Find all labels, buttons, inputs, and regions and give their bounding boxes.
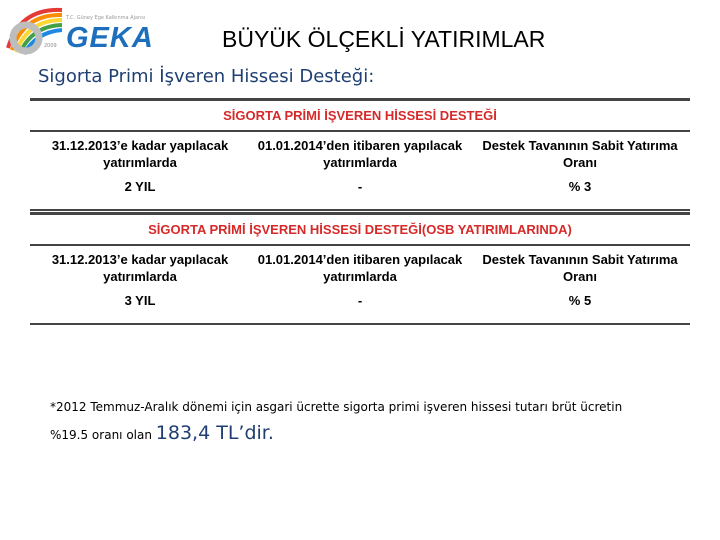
header-cell-until-2013: 31.12.2013’e kadar yapılacak yatırımlarda: [51, 138, 229, 170]
header-cell-ratio: Destek Tavanının Sabit Yatırıma Oranı: [482, 252, 678, 284]
table-row: [30, 177, 690, 211]
footnote: [50, 396, 700, 446]
value-cell-ratio: % 5: [568, 293, 592, 308]
value-cell-until-2013: 2 YIL: [124, 179, 156, 194]
table-band-label: SİGORTA PRİMİ İŞVEREN HİSSESİ DESTEĞİ: [223, 108, 497, 123]
table-band-title: [30, 212, 690, 246]
footnote-prefix: %19.5 oranı olan: [50, 428, 152, 442]
footnote-line-2: [50, 422, 700, 446]
support-table-general: [30, 98, 690, 211]
header-cell-until-2013: 31.12.2013’e kadar yapılacak yatırımlarda: [51, 252, 229, 284]
geka-logo: [0, 0, 170, 60]
header-cell-from-2014: 01.01.2014’den itibaren yapılacak yatırımlarda: [257, 138, 463, 170]
logo-wordmark: GEKA: [66, 22, 154, 54]
table-band-title: [30, 98, 690, 132]
table-header-row: [30, 246, 690, 291]
section-subtitle: Sigorta Primi İşveren Hissesi Desteği:: [38, 66, 375, 87]
logo-tagline: T.C. Güney Ege Kalkınma Ajansı: [66, 15, 146, 21]
page-title: BÜYÜK ÖLÇEKLİ YATIRIMLAR: [222, 26, 546, 52]
value-cell-from-2014: -: [357, 293, 363, 308]
logo-year: 2009: [44, 43, 57, 49]
header-cell-from-2014: 01.01.2014’den itibaren yapılacak yatırımlarda: [257, 252, 463, 284]
value-cell-from-2014: -: [357, 179, 363, 194]
value-cell-ratio: % 3: [568, 179, 592, 194]
value-cell-until-2013: 3 YIL: [124, 293, 156, 308]
table-row: [30, 291, 690, 325]
footnote-amount: 183,4 TL’dir.: [155, 422, 274, 444]
footnote-line-1: *2012 Temmuz-Aralık dönemi için asgari ücrette sigorta primi işveren hissesi tutarı brüt ücretin: [50, 400, 623, 414]
support-table-osb: [30, 212, 690, 325]
table-header-row: [30, 132, 690, 177]
header-cell-ratio: Destek Tavanının Sabit Yatırıma Oranı: [482, 138, 678, 170]
table-band-label: SİGORTA PRİMİ İŞVEREN HİSSESİ DESTEĞİ(OSB YATIRIMLARINDA): [148, 222, 572, 237]
